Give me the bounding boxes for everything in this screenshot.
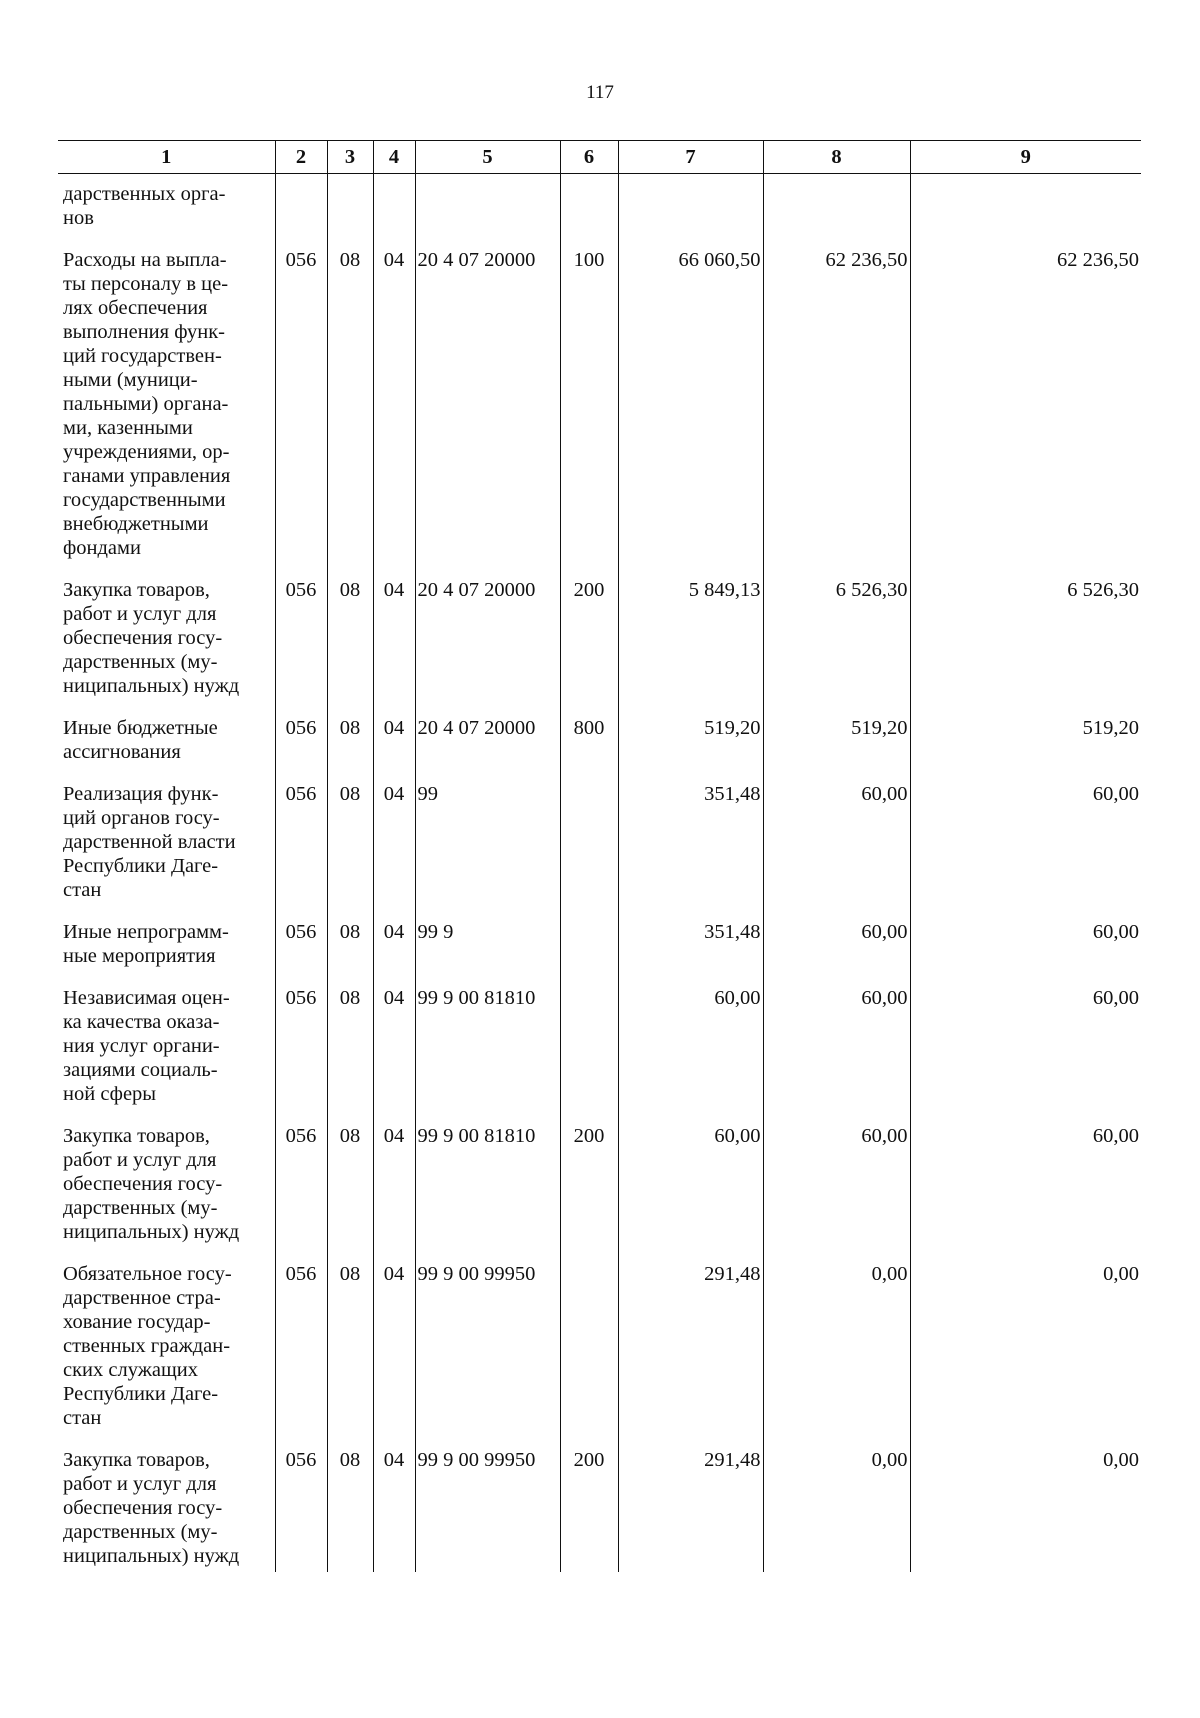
cell-name: Иные непрограмм- ные мероприятия [63, 921, 229, 967]
cell-target-article: 99 9 00 99950 [415, 1254, 560, 1440]
cell-amount-col8: 519,20 [763, 708, 910, 774]
cell-expense-type [560, 912, 618, 978]
cell-target-article: 20 4 07 20000 [415, 570, 560, 708]
cell-amount-col8: 0,00 [763, 1440, 910, 1572]
column-header-4: 4 [373, 141, 415, 174]
cell-subsection [373, 174, 415, 241]
cell-amount-col9: 60,00 [910, 1116, 1141, 1254]
cell-ministry-code: 056 [275, 912, 327, 978]
cell-subsection: 04 [373, 774, 415, 912]
column-header-2: 2 [275, 141, 327, 174]
cell-target-article: 99 [415, 774, 560, 912]
page-number: 117 [586, 82, 614, 103]
cell-ministry-code: 056 [275, 774, 327, 912]
cell-target-article: 20 4 07 20000 [415, 708, 560, 774]
cell-amount-col7: 291,48 [618, 1254, 763, 1440]
cell-amount-col7: 5 849,13 [618, 570, 763, 708]
cell-target-article: 99 9 00 81810 [415, 978, 560, 1116]
cell-subsection: 04 [373, 912, 415, 978]
cell-name: Закупка товаров, работ и услуг для обеспечения госу- дарственных (му- ниципальных) нужд [63, 1449, 240, 1567]
cell-name: Закупка товаров, работ и услуг для обеспечения госу- дарственных (му- ниципальных) нужд [63, 579, 240, 697]
cell-ministry-code: 056 [275, 708, 327, 774]
column-header-9: 9 [910, 141, 1141, 174]
cell-amount-col8: 60,00 [763, 1116, 910, 1254]
cell-name: Независимая оцен- ка качества оказа- ния услуг органи- зациями социаль- ной сферы [63, 987, 230, 1105]
budget-table-container [58, 140, 1141, 1572]
cell-target-article: 99 9 00 81810 [415, 1116, 560, 1254]
table-row [58, 912, 1141, 978]
cell-expense-type: 200 [560, 1440, 618, 1572]
cell-amount-col9: 60,00 [910, 912, 1141, 978]
column-header-7: 7 [618, 141, 763, 174]
cell-section: 08 [327, 774, 373, 912]
cell-amount-col7 [618, 174, 763, 241]
table-row [58, 708, 1141, 774]
table-row [58, 240, 1141, 570]
cell-section: 08 [327, 1116, 373, 1254]
cell-amount-col9: 519,20 [910, 708, 1141, 774]
cell-amount-col8: 60,00 [763, 912, 910, 978]
table-body [58, 174, 1141, 1573]
cell-amount-col8: 62 236,50 [763, 240, 910, 570]
cell-ministry-code: 056 [275, 570, 327, 708]
cell-target-article: 99 9 [415, 912, 560, 978]
cell-expense-type: 800 [560, 708, 618, 774]
table-row [58, 174, 1141, 241]
cell-subsection: 04 [373, 978, 415, 1116]
cell-amount-col9: 60,00 [910, 774, 1141, 912]
cell-amount-col7: 351,48 [618, 912, 763, 978]
cell-amount-col7: 60,00 [618, 978, 763, 1116]
cell-amount-col7: 60,00 [618, 1116, 763, 1254]
column-header-1: 1 [58, 141, 275, 174]
cell-amount-col9: 62 236,50 [910, 240, 1141, 570]
cell-amount-col7: 351,48 [618, 774, 763, 912]
cell-amount-col9 [910, 174, 1141, 241]
cell-name: Закупка товаров, работ и услуг для обеспечения госу- дарственных (му- ниципальных) нужд [63, 1125, 240, 1243]
table-row [58, 978, 1141, 1116]
cell-name: Реализация функ- ций органов госу- дарственной власти Республики Даге- стан [63, 783, 236, 901]
cell-amount-col9: 0,00 [910, 1254, 1141, 1440]
cell-section: 08 [327, 240, 373, 570]
cell-expense-type [560, 774, 618, 912]
cell-amount-col8: 6 526,30 [763, 570, 910, 708]
table-row [58, 774, 1141, 912]
cell-subsection: 04 [373, 1254, 415, 1440]
cell-name: Обязательное госу- дарственное стра- хование государ- ственных граждан- ских служащих Республики Даге- стан [63, 1263, 232, 1429]
cell-name: Расходы на выпла- ты персоналу в це- лях обеспечения выполнения функ- ций государствен- ными (муници- пальными) органа- ми, казенными учреждениями, ор- ганами управления государственными внебюджетными фондами [63, 249, 231, 559]
header-row [58, 141, 1141, 174]
column-header-8: 8 [763, 141, 910, 174]
cell-subsection: 04 [373, 708, 415, 774]
cell-section [327, 174, 373, 241]
cell-amount-col8: 60,00 [763, 774, 910, 912]
cell-target-article: 20 4 07 20000 [415, 240, 560, 570]
column-header-3: 3 [327, 141, 373, 174]
cell-expense-type [560, 978, 618, 1116]
cell-ministry-code: 056 [275, 1254, 327, 1440]
cell-ministry-code: 056 [275, 1440, 327, 1572]
cell-target-article: 99 9 00 99950 [415, 1440, 560, 1572]
cell-subsection: 04 [373, 570, 415, 708]
table-row [58, 1254, 1141, 1440]
cell-amount-col7: 66 060,50 [618, 240, 763, 570]
budget-table [58, 140, 1141, 1572]
cell-ministry-code: 056 [275, 1116, 327, 1254]
cell-subsection: 04 [373, 240, 415, 570]
cell-expense-type: 200 [560, 1116, 618, 1254]
cell-section: 08 [327, 570, 373, 708]
cell-ministry-code: 056 [275, 240, 327, 570]
cell-name: дарственных орга- нов [63, 183, 226, 229]
cell-amount-col9: 60,00 [910, 978, 1141, 1116]
cell-section: 08 [327, 912, 373, 978]
cell-section: 08 [327, 978, 373, 1116]
cell-ministry-code [275, 174, 327, 241]
cell-section: 08 [327, 1440, 373, 1572]
cell-amount-col8: 60,00 [763, 978, 910, 1116]
cell-amount-col8: 0,00 [763, 1254, 910, 1440]
cell-expense-type: 100 [560, 240, 618, 570]
table-row [58, 570, 1141, 708]
cell-target-article [415, 174, 560, 241]
table-row [58, 1116, 1141, 1254]
column-header-6: 6 [560, 141, 618, 174]
cell-subsection: 04 [373, 1116, 415, 1254]
cell-amount-col9: 6 526,30 [910, 570, 1141, 708]
cell-amount-col9: 0,00 [910, 1440, 1141, 1572]
cell-amount-col7: 519,20 [618, 708, 763, 774]
cell-expense-type [560, 1254, 618, 1440]
cell-amount-col8 [763, 174, 910, 241]
cell-expense-type [560, 174, 618, 241]
table-row [58, 1440, 1141, 1572]
cell-section: 08 [327, 708, 373, 774]
column-header-5: 5 [415, 141, 560, 174]
cell-name: Иные бюджетные ассигнования [63, 717, 218, 763]
cell-subsection: 04 [373, 1440, 415, 1572]
cell-amount-col7: 291,48 [618, 1440, 763, 1572]
cell-ministry-code: 056 [275, 978, 327, 1116]
cell-section: 08 [327, 1254, 373, 1440]
cell-expense-type: 200 [560, 570, 618, 708]
